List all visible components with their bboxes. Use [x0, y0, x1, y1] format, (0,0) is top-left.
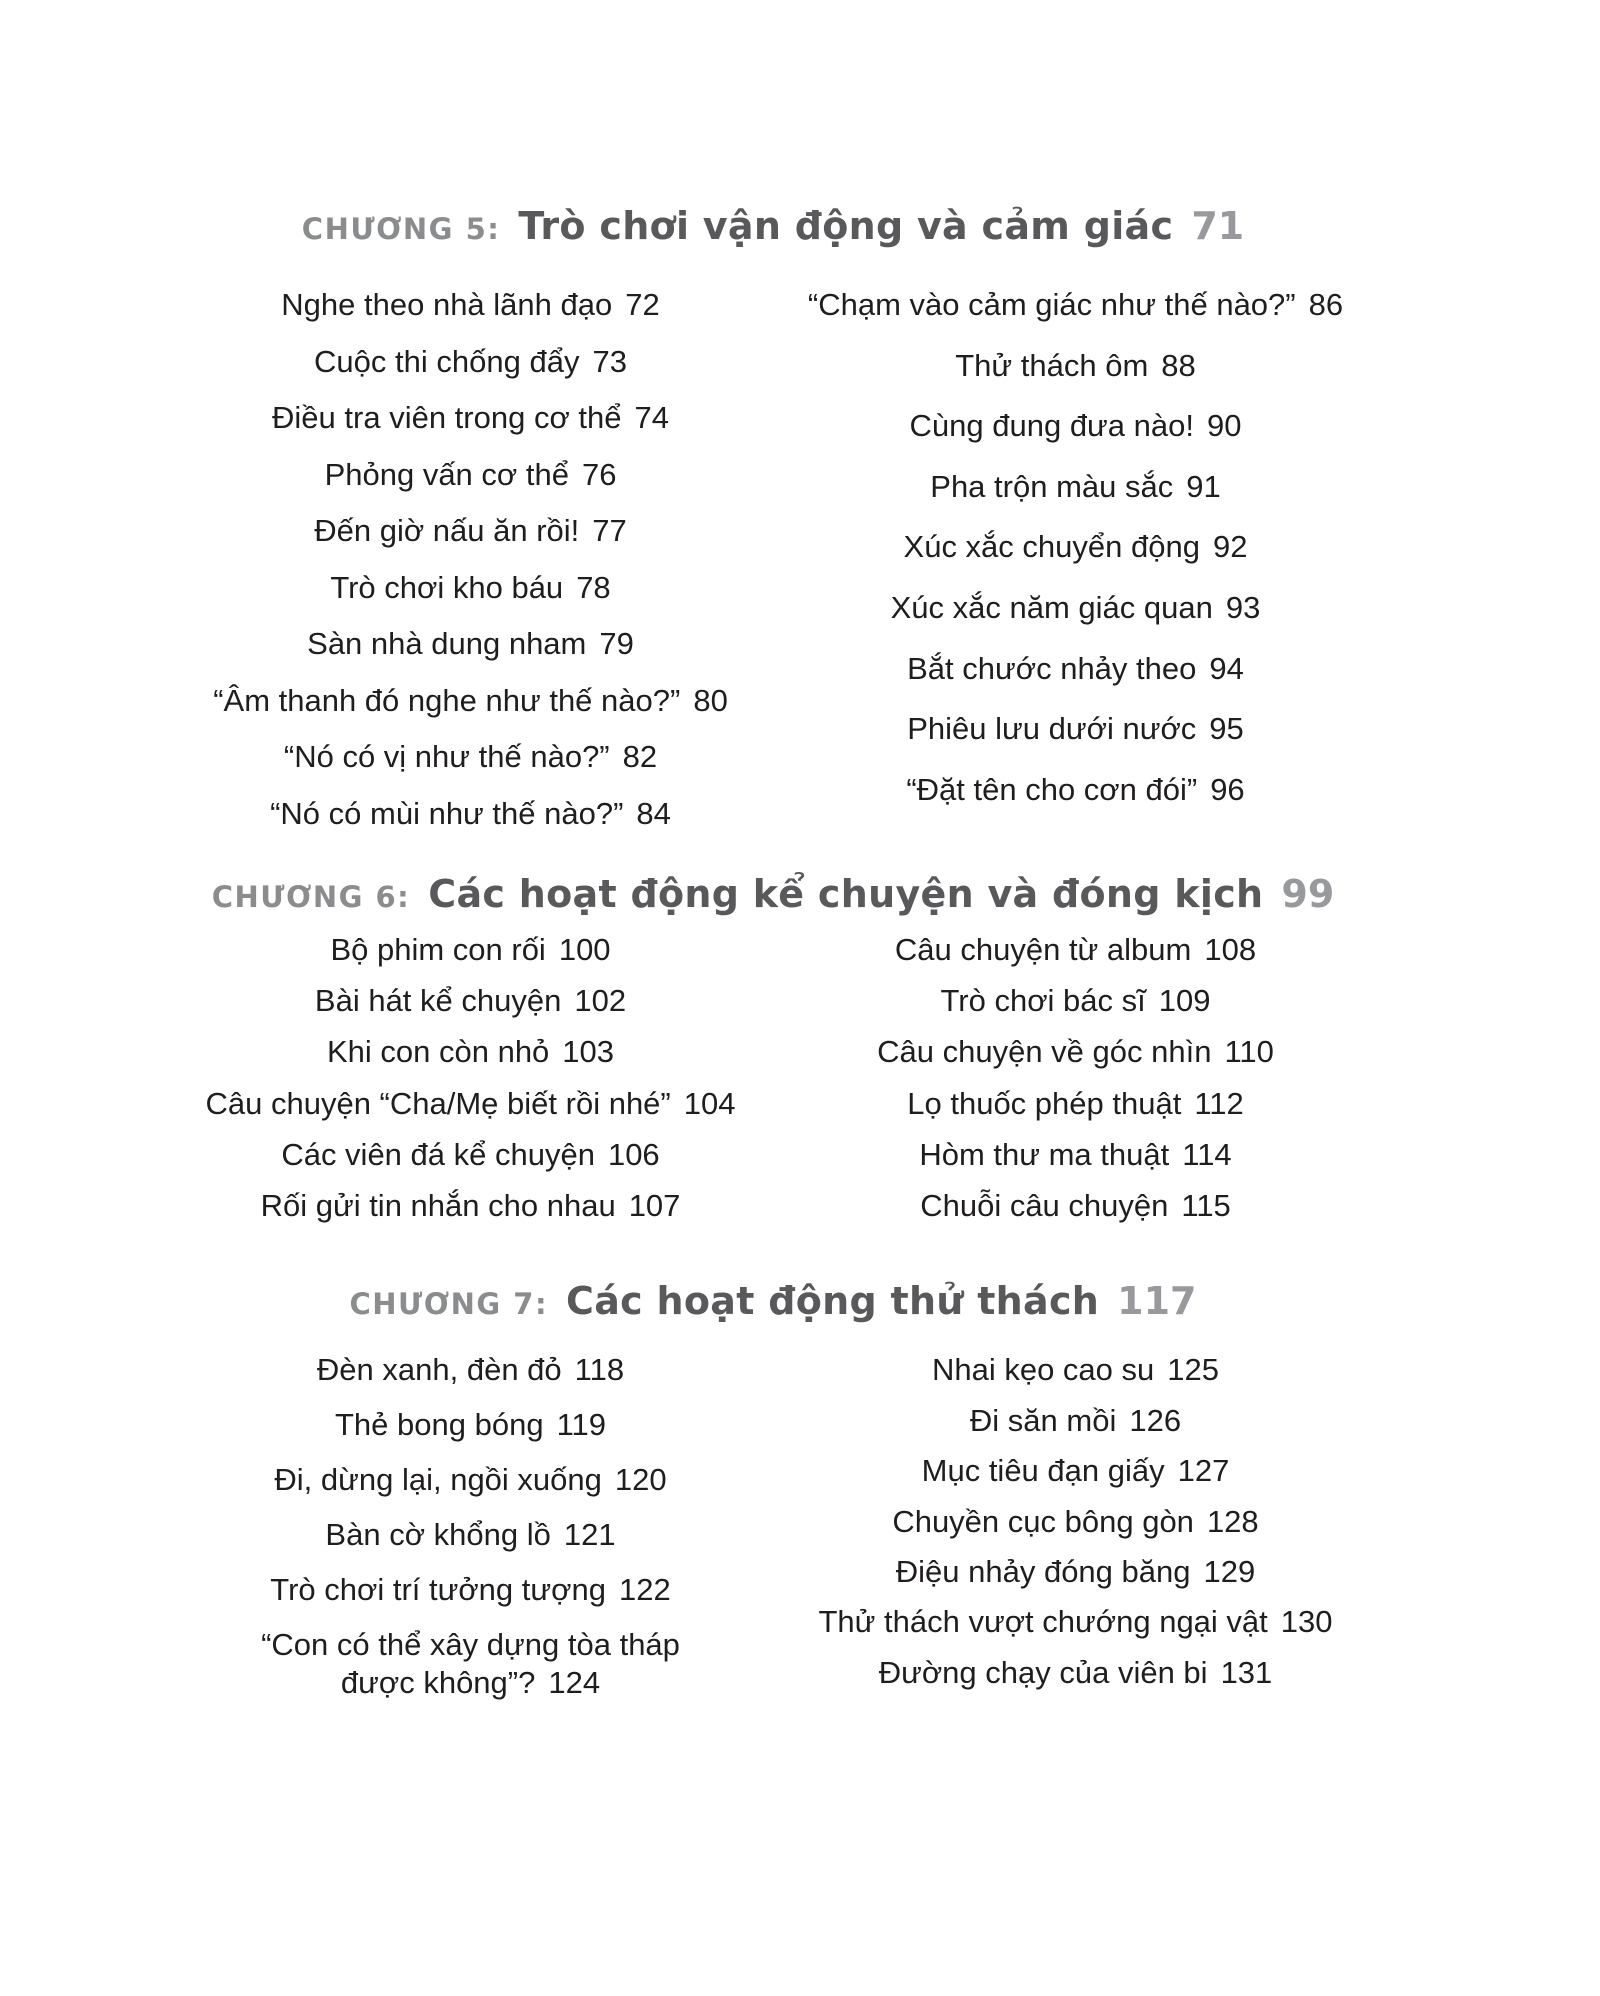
toc-item [325, 456, 617, 494]
toc-item-title: Các viên đá kể chuyện [281, 1137, 595, 1173]
toc-item [327, 1033, 614, 1071]
toc-item [919, 1136, 1231, 1174]
toc-item-title: Rối gửi tin nhắn cho nhau [260, 1188, 616, 1224]
toc-item [904, 528, 1248, 566]
toc-item [922, 1452, 1230, 1490]
chapter-6-heading [168, 871, 1378, 924]
toc-item-page: 77 [592, 513, 627, 548]
toc-item-page: 122 [618, 1572, 671, 1608]
toc-item [281, 286, 659, 324]
toc-item-page: 115 [1181, 1188, 1231, 1224]
toc-item-title: Sàn nhà dung nham [307, 626, 587, 661]
toc-item [910, 407, 1242, 445]
toc-item [274, 1461, 666, 1499]
toc-item [330, 569, 610, 607]
toc-item-page: 110 [1224, 1034, 1274, 1070]
toc-item-title: Chuyền cục bông gòn [892, 1503, 1194, 1539]
toc-item [270, 795, 671, 833]
toc-item-page: 106 [607, 1137, 660, 1173]
chapter-page-number: 71 [1191, 204, 1245, 248]
chapter-7-right-column [773, 1351, 1378, 1702]
toc-item-page: 73 [592, 343, 627, 379]
toc-item [941, 982, 1211, 1020]
toc-item-title: Khi con còn nhỏ [326, 1034, 550, 1070]
toc-item [317, 1351, 624, 1389]
toc-item [970, 1402, 1181, 1440]
toc-item [818, 1603, 1332, 1641]
chapter-7-left-column [168, 1351, 773, 1702]
toc-item [281, 1136, 659, 1174]
toc-item [891, 589, 1261, 627]
toc-item-page: 104 [683, 1085, 736, 1121]
toc-item-page: 121 [563, 1517, 616, 1553]
toc-item [896, 1553, 1255, 1591]
toc-item [226, 1626, 716, 1702]
toc-item [206, 1085, 736, 1123]
chapter-6-left-column [168, 931, 773, 1226]
toc-item-title: “Đặt tên cho cơn đói” [906, 771, 1198, 807]
toc-item-page: 90 [1207, 408, 1242, 444]
toc-item-title: Câu chuyện về góc nhìn [877, 1034, 1212, 1070]
toc-item-page: 112 [1194, 1085, 1244, 1121]
toc-item [261, 1187, 681, 1225]
toc-item-title: Đến giờ nấu ăn rồi! [314, 513, 580, 548]
chapter-6-columns [168, 931, 1378, 1226]
toc-item-page: 108 [1204, 931, 1257, 967]
chapter-title: Các hoạt động kể chuyện và đóng kịch [428, 871, 1264, 916]
toc-item-title: Thử thách vượt chướng ngại vật [818, 1604, 1268, 1640]
toc-item-page: 96 [1210, 771, 1245, 807]
chapter-label: CHƯƠNG 5: [301, 212, 501, 246]
toc-item-title: Cùng đung đưa nào! [909, 408, 1194, 444]
toc-item-title: Đi, dừng lại, ngồi xuống [274, 1462, 602, 1498]
chapter-page-number: 99 [1281, 871, 1335, 916]
toc-item-page: 114 [1182, 1137, 1232, 1173]
toc-item-page: 91 [1186, 468, 1221, 504]
toc-item-page: 126 [1129, 1402, 1182, 1438]
chapter-5-heading [168, 203, 1378, 256]
toc-item [879, 1654, 1273, 1692]
toc-item [895, 931, 1256, 969]
chapter-7-section [168, 1278, 1378, 1702]
toc-item-title: Mục tiêu đạn giấy [921, 1453, 1165, 1489]
toc-item-page: 93 [1225, 589, 1261, 625]
toc-item-page: 102 [574, 982, 627, 1018]
chapter-7-columns [168, 1351, 1378, 1702]
toc-item-page: 129 [1203, 1554, 1256, 1590]
chapter-5-right-column [773, 286, 1378, 833]
toc-item-title: Phiêu lưu dưới nước [907, 711, 1197, 747]
table-of-contents [168, 0, 1378, 1702]
toc-item-title: Nhai kẹo cao su [931, 1352, 1155, 1388]
chapter-label: CHƯƠNG 7: [349, 1287, 549, 1322]
toc-item-title: Cuộc thi chống đẩy [314, 343, 580, 379]
toc-item-page: 109 [1158, 982, 1211, 1018]
toc-item-page: 103 [562, 1034, 615, 1070]
toc-item-title: Câu chuyện “Cha/Mẹ biết rồi nhé” [205, 1085, 671, 1121]
toc-item-page: 130 [1280, 1604, 1333, 1640]
toc-item-page: 128 [1206, 1503, 1259, 1539]
toc-item-title: Điệu nhảy đóng băng [895, 1554, 1191, 1590]
toc-item-title: Trò chơi trí tưởng tượng [270, 1572, 606, 1608]
toc-item-title: Bắt chước nhảy theo [907, 650, 1197, 686]
toc-item [932, 1351, 1219, 1389]
toc-item [877, 1033, 1274, 1071]
toc-item-title: Chuỗi câu chuyện [920, 1188, 1169, 1224]
toc-item-page: 124 [548, 1665, 601, 1701]
chapter-6-section [168, 871, 1378, 1226]
toc-item-page: 107 [628, 1188, 681, 1224]
toc-item-title: Xúc xắc chuyển động [903, 529, 1200, 565]
toc-item [272, 399, 669, 437]
chapter-6-right-column [773, 931, 1378, 1226]
toc-item-title: Trò chơi kho báu [330, 569, 564, 605]
toc-item-page: 119 [556, 1407, 606, 1443]
toc-item [315, 982, 626, 1020]
toc-item-title: Bộ phim con rối [330, 931, 546, 967]
toc-item-title: “Nó có mùi như thế nào?” [270, 795, 624, 831]
toc-item-page: 78 [576, 569, 611, 605]
toc-item-page: 127 [1177, 1453, 1230, 1489]
toc-item-title: Câu chuyện từ album [894, 931, 1192, 967]
toc-item-title: “Chạm vào cảm giác như thế nào?” [807, 287, 1296, 322]
toc-item-title: Thử thách ôm [955, 347, 1149, 383]
toc-item [907, 650, 1244, 688]
toc-item-title: “Nó có vị như thế nào?” [283, 739, 610, 774]
toc-item [907, 1085, 1244, 1123]
toc-item [892, 1503, 1258, 1541]
toc-item-title: “Con có thể xây dựng tòa tháp được không”? [261, 1627, 680, 1701]
toc-item [270, 1571, 670, 1609]
toc-item-page: 100 [558, 931, 611, 967]
chapter-title: Trò chơi vận động và cảm giác [518, 204, 1174, 248]
toc-item-title: Phỏng vấn cơ thể [324, 456, 569, 492]
chapter-5-section [168, 203, 1378, 833]
chapter-title: Các hoạt động thử thách [566, 1279, 1100, 1324]
toc-item-title: Thẻ bong bóng [335, 1407, 544, 1443]
toc-item-page: 79 [599, 626, 634, 661]
toc-item-page: 72 [625, 287, 660, 322]
toc-item-title: Bài hát kể chuyện [314, 982, 562, 1018]
chapter-7-heading [168, 1278, 1378, 1331]
toc-item-title: Đèn xanh, đèn đỏ [316, 1352, 562, 1388]
toc-item-page: 120 [614, 1462, 667, 1498]
toc-item-title: Nghe theo nhà lãnh đạo [281, 287, 613, 322]
toc-item-title: “Âm thanh đó nghe như thế nào?” [213, 682, 681, 718]
toc-item-page: 131 [1220, 1654, 1273, 1690]
toc-item-page: 84 [636, 795, 671, 831]
toc-item [930, 468, 1220, 506]
toc-item-title: Pha trộn màu sắc [930, 468, 1174, 504]
toc-item [955, 347, 1196, 385]
chapter-page-number: 117 [1117, 1279, 1197, 1324]
toc-item [325, 1516, 615, 1554]
chapter-5-columns [168, 286, 1378, 833]
toc-item-title: Bàn cờ khổng lồ [325, 1517, 551, 1553]
toc-item-page: 92 [1212, 529, 1248, 565]
toc-item [907, 710, 1244, 748]
toc-item-title: Trò chơi bác sĩ [940, 982, 1146, 1018]
toc-item [906, 771, 1244, 809]
toc-item-title: Đi săn mồi [969, 1402, 1117, 1438]
toc-item-title: Lọ thuốc phép thuật [907, 1085, 1182, 1121]
toc-item-title: Đường chạy của viên bi [878, 1654, 1208, 1690]
toc-item-page: 74 [634, 400, 669, 435]
toc-item [213, 682, 728, 720]
toc-item-title: Hòm thư ma thuật [919, 1137, 1170, 1173]
toc-item-page: 125 [1167, 1352, 1220, 1388]
toc-item-page: 86 [1308, 287, 1344, 322]
toc-item-page: 95 [1209, 711, 1244, 747]
toc-item-page: 82 [622, 739, 658, 774]
chapter-5-left-column [168, 286, 773, 833]
toc-item [808, 286, 1343, 324]
toc-item [314, 512, 627, 550]
toc-item-page: 94 [1209, 650, 1244, 686]
toc-item-page: 80 [693, 682, 728, 718]
toc-item [330, 931, 610, 969]
toc-item-title: Điều tra viên trong cơ thể [272, 400, 622, 435]
toc-item [307, 625, 634, 663]
toc-item-page: 76 [581, 456, 617, 492]
toc-item-page: 118 [574, 1352, 625, 1388]
toc-item-page: 88 [1161, 347, 1196, 383]
toc-item [284, 738, 657, 776]
chapter-label: CHƯƠNG 6: [211, 879, 411, 914]
toc-item [314, 343, 627, 381]
toc-item [335, 1406, 606, 1444]
toc-item [920, 1187, 1231, 1225]
toc-item-title: Xúc xắc năm giác quan [890, 589, 1213, 625]
